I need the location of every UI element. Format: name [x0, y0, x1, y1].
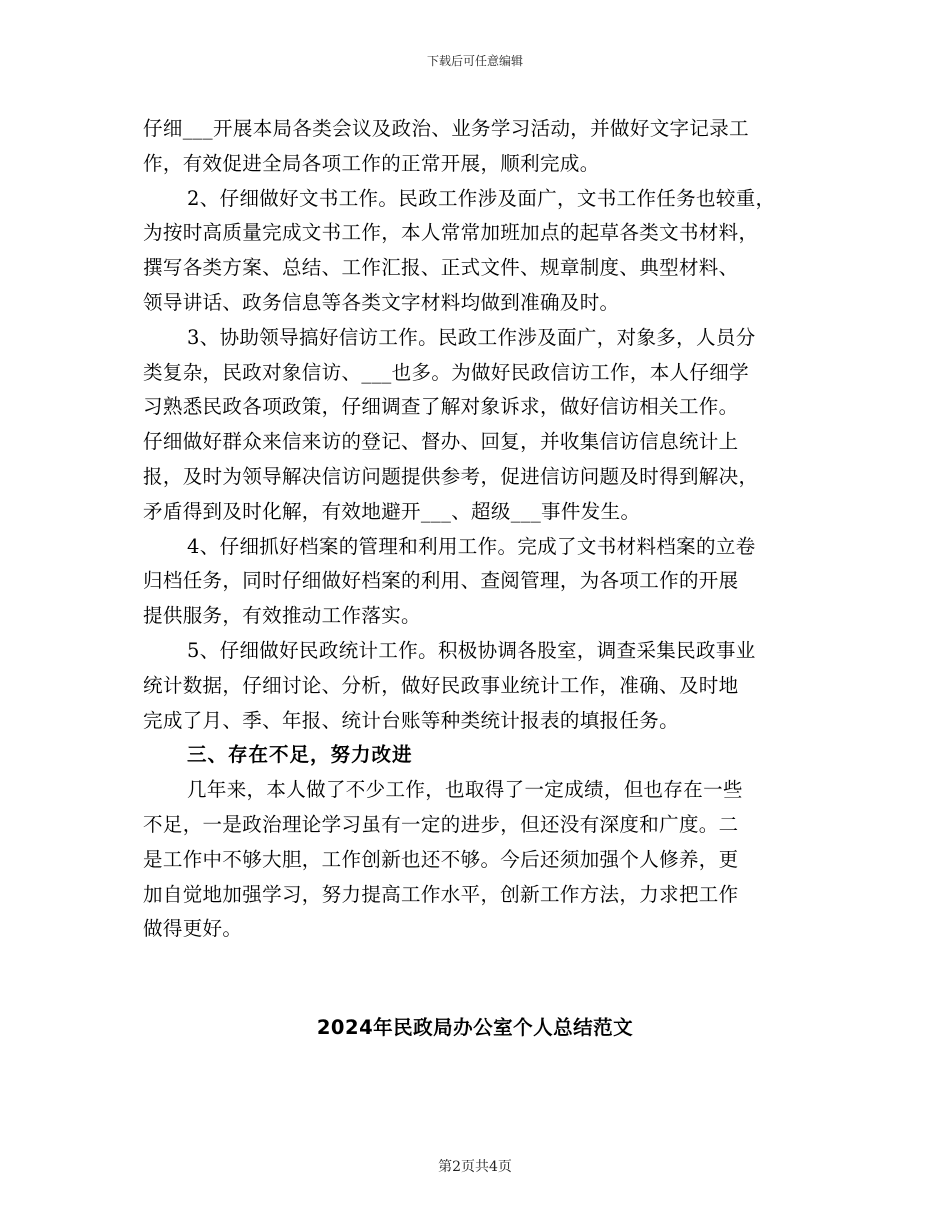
body-text-line: 为按时高质量完成文书工作，本人常常加班加点的起草各类文书材料， — [143, 221, 759, 245]
body-text-line: 2、仔细做好文书工作。民政工作涉及面广，文书工作任务也较重， — [187, 186, 776, 210]
body-text-line: 3、协助领导搞好信访工作。民政工作涉及面广，对象多，人员分 — [187, 325, 756, 349]
body-text-line: 4、仔细抓好档案的管理和利用工作。完成了文书材料档案的立卷 — [187, 534, 756, 558]
body-text-line: 撰写各类方案、总结、工作汇报、正式文件、规章制度、典型材料、 — [143, 256, 739, 280]
body-text-line: 归档任务，同时仔细做好档案的利用、查阅管理，为各项工作的开展 — [143, 569, 739, 593]
page-header: 下载后可任意编辑 — [426, 54, 523, 68]
body-text-line: 不足，一是政治理论学习虽有一定的进步，但还没有深度和广度。二 — [143, 812, 739, 836]
document-body — [143, 112, 833, 947]
body-text-line: 作，有效促进全局各项工作的正常开展，顺利完成。 — [143, 151, 600, 175]
body-text-line: 5、仔细做好民政统计工作。积极协调各股室，调查采集民政事业 — [187, 638, 756, 662]
body-text-line: 习熟悉民政各项政策，仔细调查了解对象诉求，做好信访相关工作。 — [143, 395, 739, 419]
body-text-line: 几年来，本人做了不少工作，也取得了一定成绩，但也存在一些 — [187, 778, 743, 802]
body-text-line: 仔细做好群众来信来访的登记、督办、回复，并收集信访信息统计上 — [143, 430, 739, 454]
body-text-line: 是工作中不够大胆，工作创新也还不够。今后还须加强个人修养，更 — [143, 847, 739, 871]
body-text-line: 完成了月、季、年报、统计台账等种类统计报表的填报任务。 — [143, 708, 679, 732]
body-text-line: 做得更好。 — [143, 917, 243, 941]
section-heading: 三、存在不足，努力改进 — [187, 743, 413, 767]
body-text-line: 矛盾得到及时化解，有效地避开___、超级___事件发生。 — [143, 499, 641, 523]
body-text-line: 报，及时为领导解决信访问题提供参考，促进信访问题及时得到解决， — [143, 464, 759, 488]
body-text-line: 领导讲话、政务信息等各类文字材料均做到准确及时。 — [143, 290, 620, 314]
document-title: 2024年民政局办公室个人总结范文 — [316, 1016, 634, 1039]
body-text-line: 加自觉地加强学习，努力提高工作水平，创新工作方法，力求把工作 — [143, 882, 739, 906]
body-text-line: 提供服务，有效推动工作落实。 — [143, 604, 421, 628]
body-text-line: 类复杂，民政对象信访、___也多。为做好民政信访工作，本人仔细学 — [143, 360, 749, 384]
body-text-line: 仔细___开展本局各类会议及政治、业务学习活动，并做好文字记录工 — [143, 117, 749, 140]
page-footer: 第2页共4页 — [438, 1159, 512, 1175]
body-text-line: 统计数据，仔细讨论、分析，做好民政事业统计工作，准确、及时地 — [143, 673, 739, 697]
